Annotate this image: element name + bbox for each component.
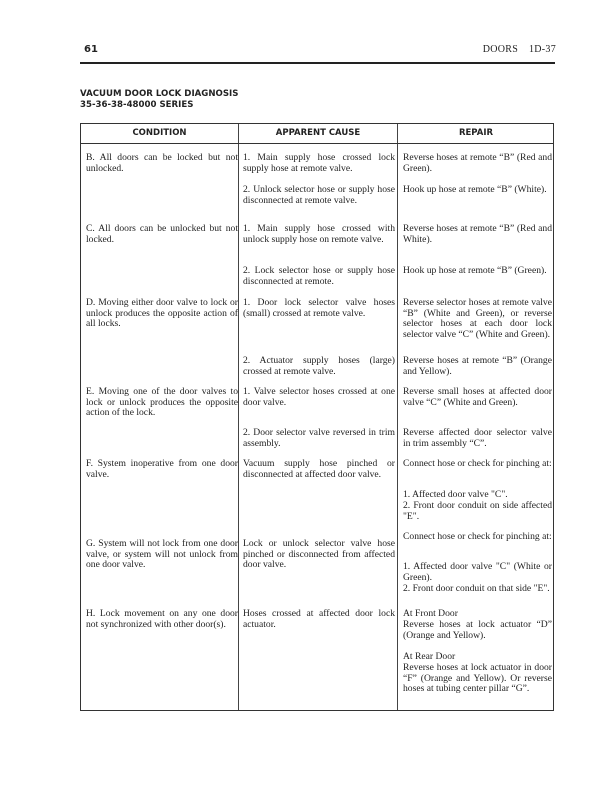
- repair: Connect hose or check for pinching at:: [403, 458, 552, 469]
- repair: Reverse hoses at lock actuator “D” (Orange and Yellow).: [403, 619, 552, 641]
- repair-heading: At Rear Door: [403, 651, 456, 662]
- repair: Reverse hoses at remote “B” (Red and White).: [403, 223, 552, 245]
- repair: Reverse hoses at remote “B” (Orange and Yellow).: [403, 355, 552, 377]
- header-repair: REPAIR: [458, 128, 494, 138]
- title-line-1: VACUUM DOOR LOCK DIAGNOSIS: [80, 89, 239, 99]
- condition-b: B. All doors can be locked but not unlocked.: [86, 152, 238, 174]
- page-title: [80, 89, 238, 111]
- repair-step: 1. Affected door valve "C".: [403, 489, 508, 500]
- condition-d: D. Moving either door valve to lock or unlock produces the opposite action of all locks.: [86, 297, 238, 330]
- cause: Vacuum supply hose pinched or disconnected at affected door valve.: [243, 458, 395, 480]
- repair: Reverse affected door selector valve in trim assembly “C”.: [403, 427, 552, 449]
- cause: 1. Main supply hose crossed with unlock supply hose on remote valve.: [243, 223, 395, 245]
- title-line-2: 35-36-38-48000 SERIES: [80, 100, 194, 110]
- page-number: 61: [84, 44, 98, 55]
- repair-step: 1. Affected door valve "C" (White or Green).: [403, 561, 552, 583]
- repair-step: 2. Front door conduit on side affected "E".: [403, 500, 552, 522]
- running-header: [483, 44, 556, 55]
- header-condition: CONDITION: [132, 128, 187, 138]
- repair: Hook up hose at remote “B” (White).: [403, 184, 547, 195]
- cause: 1. Door lock selector valve hoses (small) crossed at remote valve.: [243, 297, 395, 319]
- header-rule: [80, 62, 555, 64]
- cause: 1. Valve selector hoses crossed at one door valve.: [243, 386, 395, 408]
- repair: Reverse selector hoses at remote valve “B” (White and Green), or reverse selector hoses at each door lock selector valve “C” (White and Green).: [403, 297, 552, 340]
- cause: Lock or unlock selector valve hose pinched or disconnected from affected door valve.: [243, 538, 395, 571]
- column-divider: [397, 124, 398, 710]
- condition-e: E. Moving one of the door valves to lock or unlock produces the opposite action of the lock.: [86, 386, 238, 419]
- condition-f: F. System inoperative from one door valve.: [86, 458, 238, 480]
- cause: 2. Door selector valve reversed in trim assembly.: [243, 427, 395, 449]
- diagnosis-table: [80, 123, 554, 711]
- header-apparent-cause: APPARENT CAUSE: [275, 128, 361, 138]
- cause: 2. Unlock selector hose or supply hose disconnected at remote valve.: [243, 184, 395, 206]
- cause: 2. Lock selector hose or supply hose disconnected at remote.: [243, 265, 395, 287]
- repair: Reverse small hoses at affected door valve “C” (White and Green).: [403, 386, 552, 408]
- condition-c: C. All doors can be unlocked but not locked.: [86, 223, 238, 245]
- cause: 2. Actuator supply hoses (large) crossed at remote valve.: [243, 355, 395, 377]
- table-header: [81, 124, 553, 144]
- cause: 1. Main supply hose crossed lock supply hose at remote valve.: [243, 152, 395, 174]
- repair: Reverse hoses at remote “B” (Red and Green).: [403, 152, 552, 174]
- repair: Reverse hoses at lock actuator in door “F” (Orange and Yellow). Or reverse hoses at tubing center pillar “G”.: [403, 662, 552, 695]
- repair-heading: At Front Door: [403, 608, 458, 619]
- cause: Hoses crossed at affected door lock actuator.: [243, 608, 395, 630]
- repair: Connect hose or check for pinching at:: [403, 531, 552, 542]
- page-ref: 1D-37: [528, 44, 556, 55]
- section-name: DOORS: [482, 44, 519, 55]
- repair-step: 2. Front door conduit on that side "E".: [403, 583, 550, 594]
- column-divider: [238, 124, 239, 710]
- condition-h: H. Lock movement on any one door not synchronized with other door(s).: [86, 608, 238, 630]
- condition-g: G. System will not lock from one door valve, or system will not unlock from one door valve.: [86, 538, 238, 571]
- repair: Hook up hose at remote “B” (Green).: [403, 265, 547, 276]
